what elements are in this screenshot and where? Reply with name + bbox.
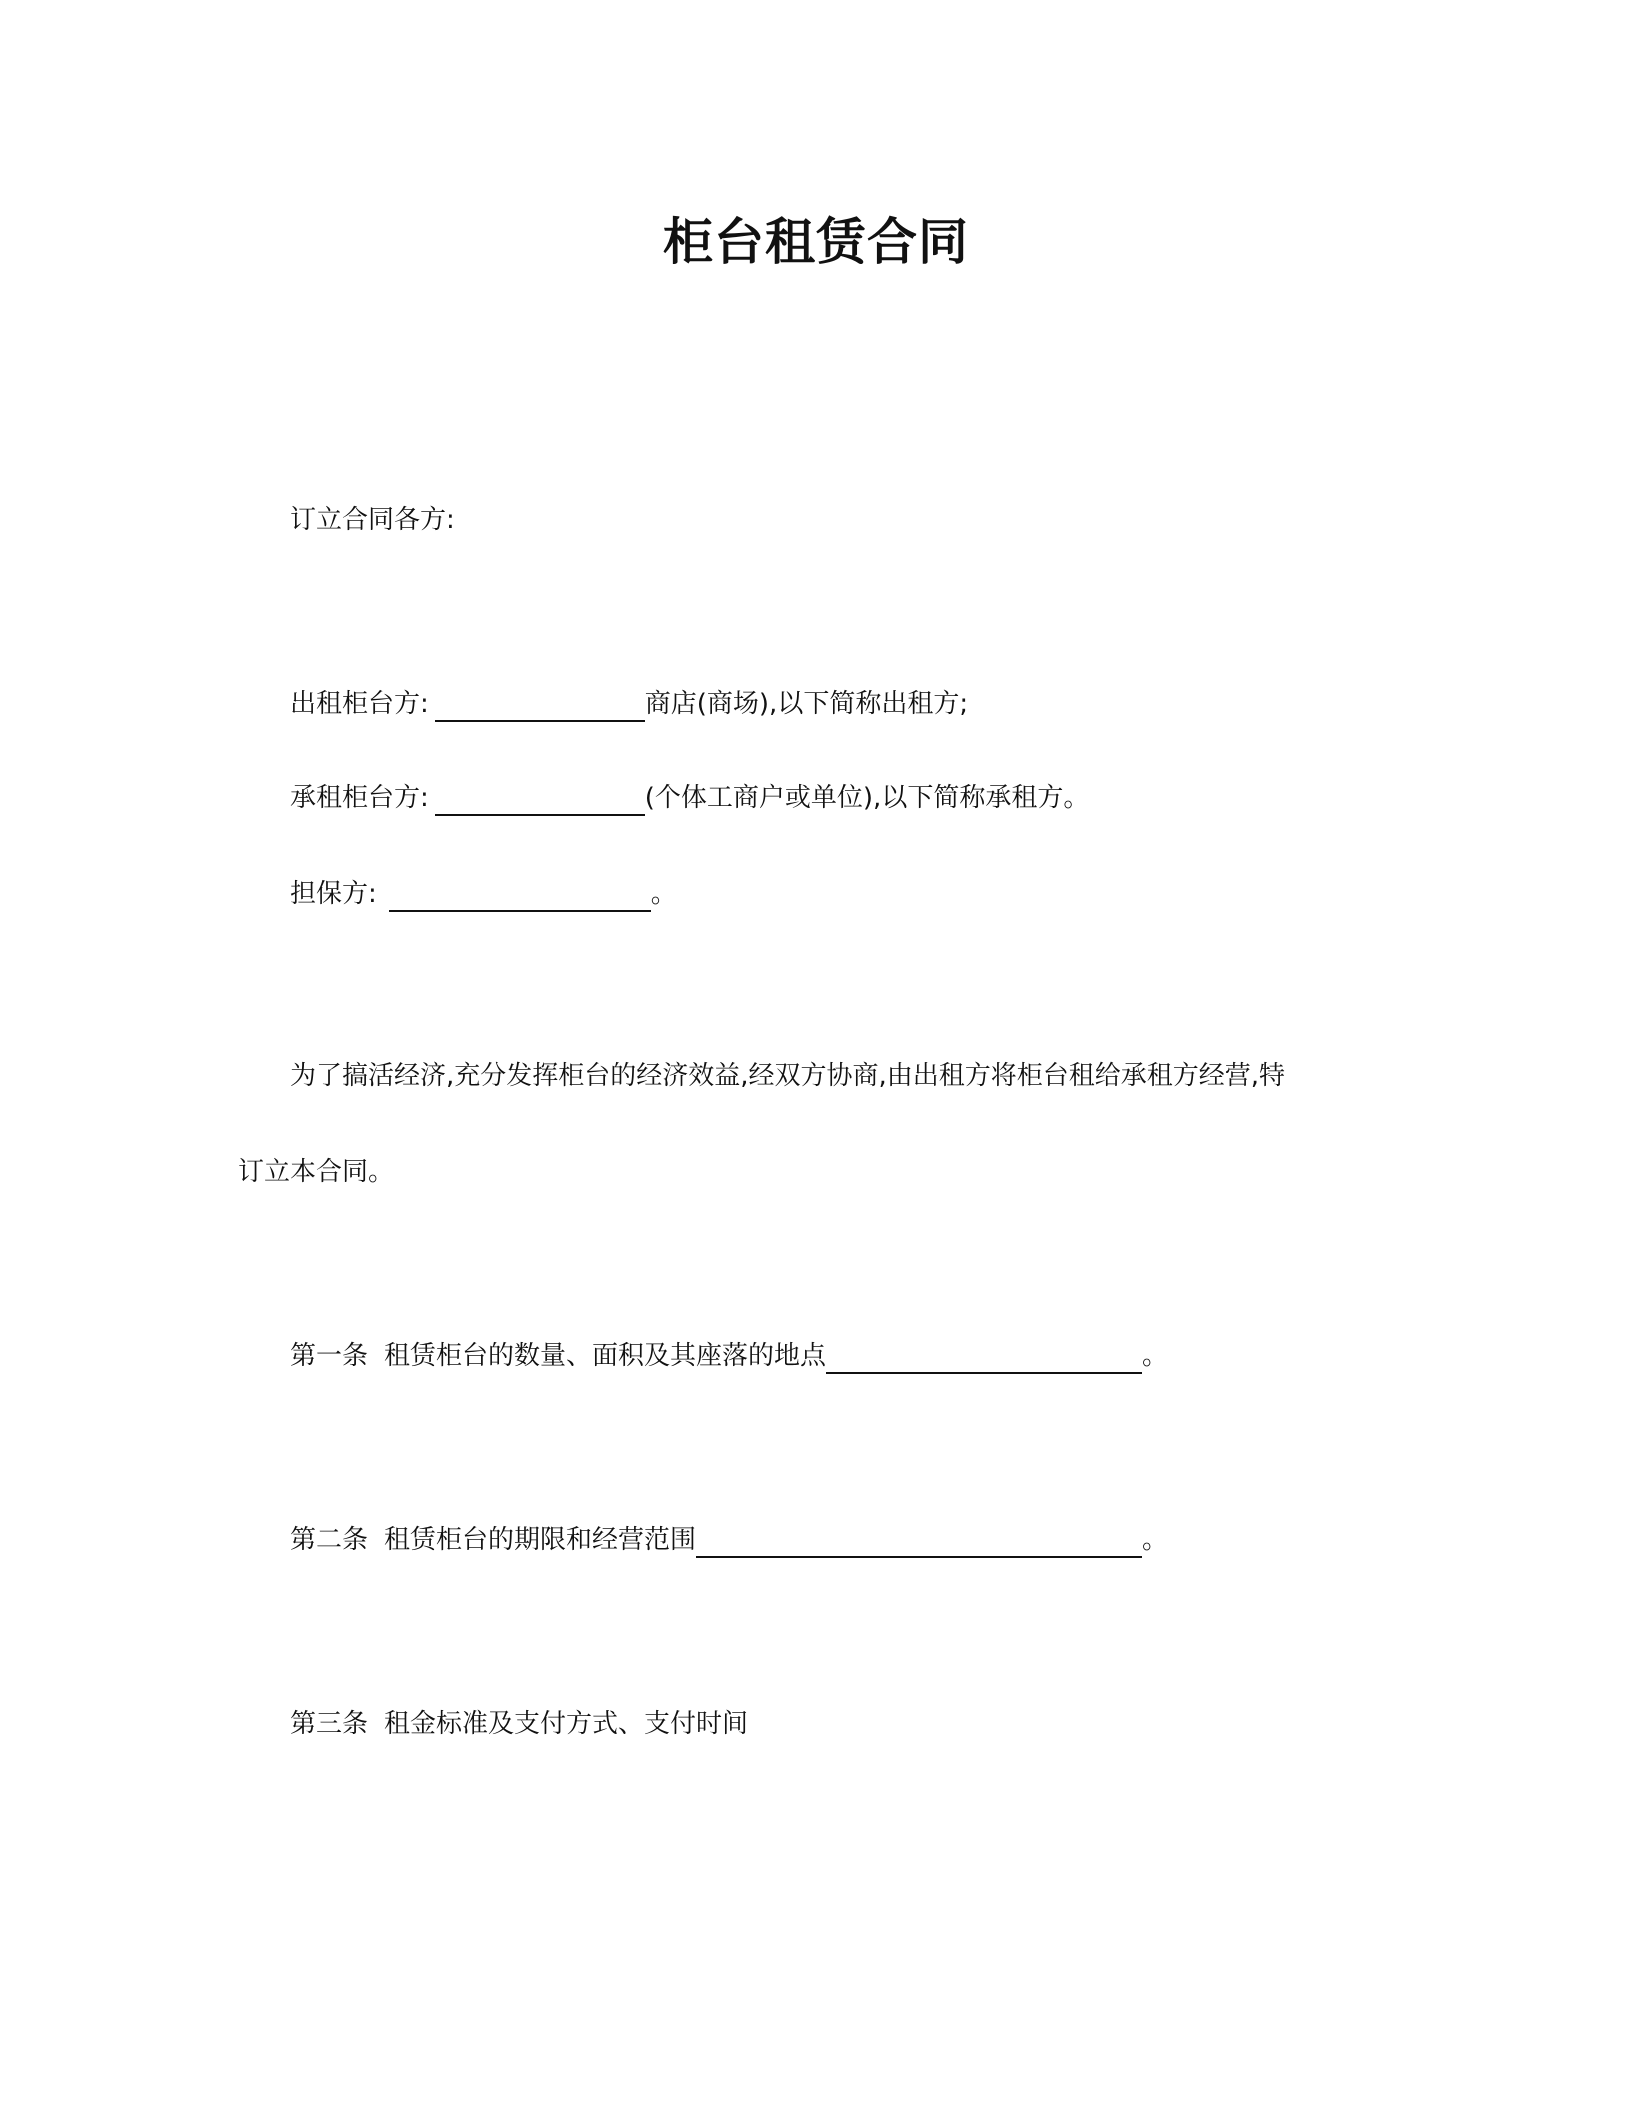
lessor-suffix: 商店(商场),以下简称出租方;: [644, 689, 969, 719]
guarantor-line: [290, 876, 677, 912]
lessor-line: [290, 686, 968, 722]
article-2: [290, 1522, 1168, 1558]
lessee-label: 承租柜台方:: [290, 783, 429, 813]
lessor-blank-field[interactable]: [435, 690, 645, 722]
lessee-line: [290, 780, 1089, 816]
article-3-text: 租金标准及支付方式、支付时间: [384, 1709, 749, 1739]
article-1-blank-field[interactable]: [826, 1342, 1142, 1374]
lessee-blank-field[interactable]: [435, 784, 645, 816]
lessee-suffix: (个体工商户或单位),以下简称承租方。: [644, 783, 1090, 813]
article-1-text: 租赁柜台的数量、面积及其座落的地点: [384, 1341, 827, 1371]
guarantor-suffix: 。: [650, 879, 677, 909]
document-title: 柜台租赁合同: [663, 213, 969, 271]
article-1-number: 第一条: [290, 1341, 369, 1371]
article-1-suffix: 。: [1142, 1341, 1169, 1371]
article-2-number: 第二条: [290, 1525, 369, 1555]
purpose-paragraph-line-2: 订立本合同。: [238, 1157, 395, 1187]
guarantor-blank-field[interactable]: [389, 880, 651, 912]
article-2-suffix: 。: [1142, 1525, 1169, 1555]
lessor-label: 出租柜台方:: [290, 689, 429, 719]
article-2-text: 租赁柜台的期限和经营范围: [384, 1525, 697, 1555]
article-2-blank-field[interactable]: [696, 1526, 1142, 1558]
parties-heading: 订立合同各方:: [290, 505, 455, 535]
purpose-paragraph-line-1: 为了搞活经济,充分发挥柜台的经济效益,经双方协商,由出租方将柜台租给承租方经营,特: [290, 1061, 1286, 1091]
article-1: [290, 1338, 1168, 1374]
article-3: [290, 1706, 748, 1742]
guarantor-label: 担保方:: [290, 879, 377, 909]
article-3-number: 第三条: [290, 1709, 369, 1739]
